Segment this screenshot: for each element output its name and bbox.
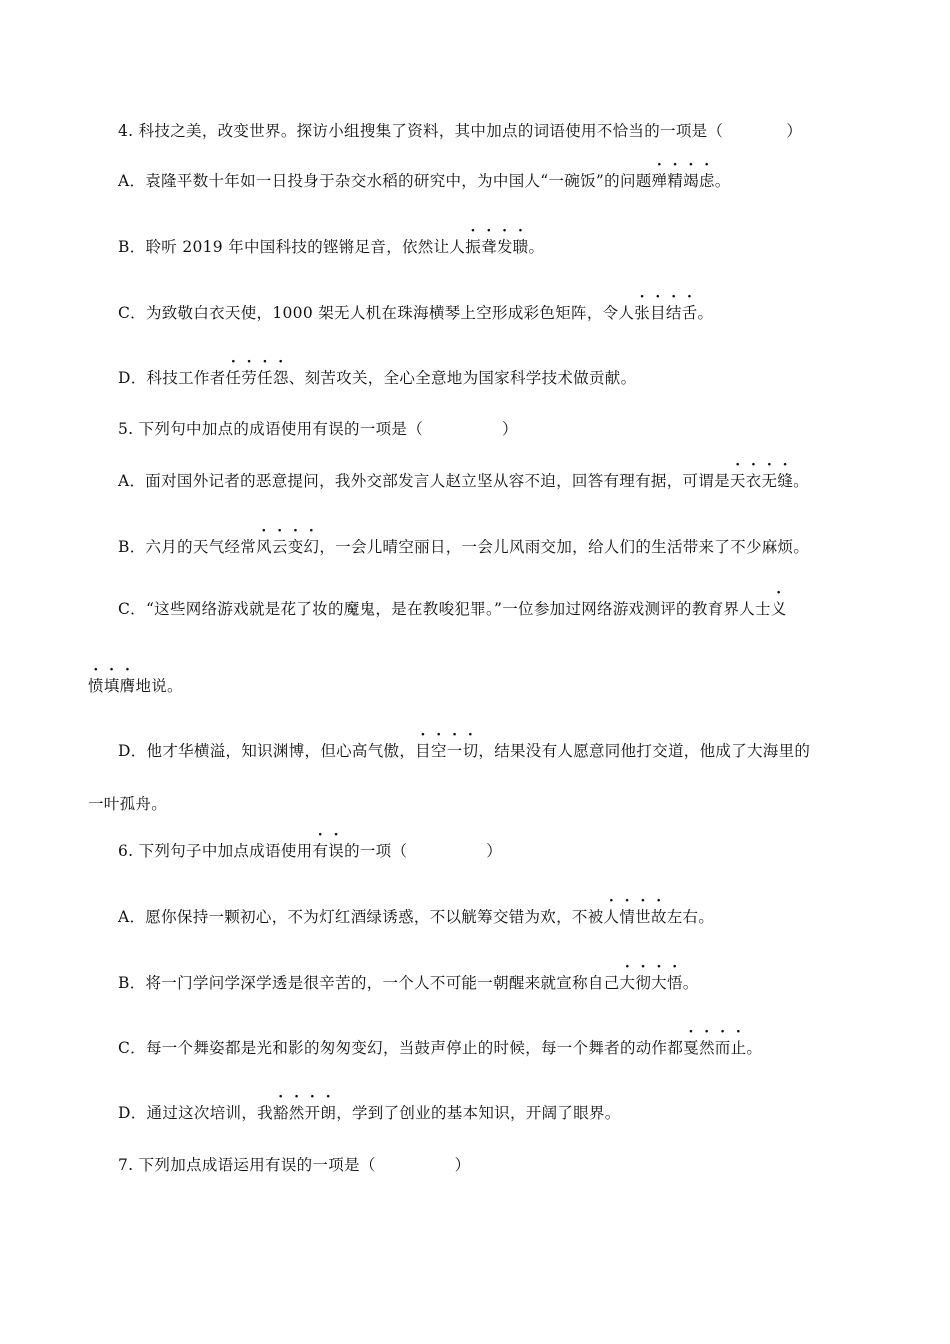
emphasized-phrase: 风云变幻 [256,538,320,556]
option-5d: D．他才华横溢，知识渊博，但心高气傲，目空一切，结果没有人愿意同他打交道，他成了大海里的 [118,742,811,760]
question-number: 6. [118,842,134,860]
option-5b: B．六月的天气经常风云变幻，一会儿晴空丽日，一会儿风雨交加，给人们的生活带来了不少麻烦。 [118,538,810,556]
option-6b: B．将一门学问学深学透是很辛苦的，一个人不可能一朝醒来就宣称自己大彻大悟。 [118,974,699,992]
question-7-stem [118,1154,470,1176]
option-6c: C．每一个舞姿都是光和影的匆匆变幻，当鼓声停止的时候，每一个舞者的动作都戛然而止。 [118,1039,763,1057]
option-5d-continued: 一叶孤舟。 [88,795,168,813]
option-4b: B．聆听 2019 年中国科技的铿锵足音，依然让人振聋发聩。 [118,238,545,256]
emphasized-phrase: 目空一切 [415,742,479,760]
question-number: 7. [118,1156,134,1174]
option-6d: D．通过这次培训，我豁然开朗，学到了创业的基本知识，开阔了眼界。 [118,1104,621,1122]
question-4-stem [118,120,802,142]
question-text: 科技之美，改变世界。探访小组搜集了资料，其中加点的词语使用不恰当的一项是（ ） [138,122,803,140]
emphasized-phrase: 大彻大悟 [619,974,683,992]
question-5-stem [118,418,518,440]
emphasized-phrase: 愤填膺 [88,677,136,695]
option-5a: A．面对国外记者的恶意提问，我外交部发言人赵立坚从容不迫，回答有理有据，可谓是天衣无缝。 [118,472,809,490]
option-4c: C．为致敬白衣天使，1000 架无人机在珠海横琴上空形成彩色矩阵，令人张目结舌。 [118,304,714,322]
emphasized-phrase: 殚精竭虑 [651,172,715,190]
question-number: 4. [118,122,134,140]
emphasized-phrase: 振聋发聩 [465,238,529,256]
option-5c-continued: 愤填膺地说。 [88,677,183,695]
emphasized-phrase: 戛然而止 [683,1039,747,1057]
emphasized-phrase: 有误 [312,842,345,860]
question-6-stem: 6. 下列句子中加点成语使用有误的一项（ ） [118,842,503,860]
question-text: 下列句中加点的成语使用有误的一项是（ ） [138,420,518,438]
option-5c: C．“这些网络游戏就是花了妆的魔鬼，是在教唆犯罪。”一位参加过网络游戏测评的教育界人士义 [118,600,787,618]
option-6a: A．愿你保持一颗初心，不为灯红酒绿诱惑，不以觥筹交错为欢，不被人情世故左右。 [118,908,715,926]
question-number: 5. [118,420,134,438]
emphasized-phrase: 人情世故 [603,908,667,926]
emphasized-phrase: 张目结舌 [634,304,698,322]
emphasized-phrase: 豁然开朗 [272,1104,337,1122]
emphasized-phrase: 任劳任怨 [225,369,289,387]
question-text: 下列加点成语运用有误的一项是（ ） [138,1156,471,1174]
option-4a: A．袁隆平数十年如一日投身于杂交水稻的研究中，为中国人“一碗饭”的问题殚精竭虑。 [118,172,731,190]
emphasized-phrase: 天衣无缝 [729,472,794,490]
emphasized-phrase: 义 [770,600,787,618]
option-4d: D．科技工作者任劳任怨、刻苦攻关，全心全意地为国家科学技术做贡献。 [118,369,637,387]
